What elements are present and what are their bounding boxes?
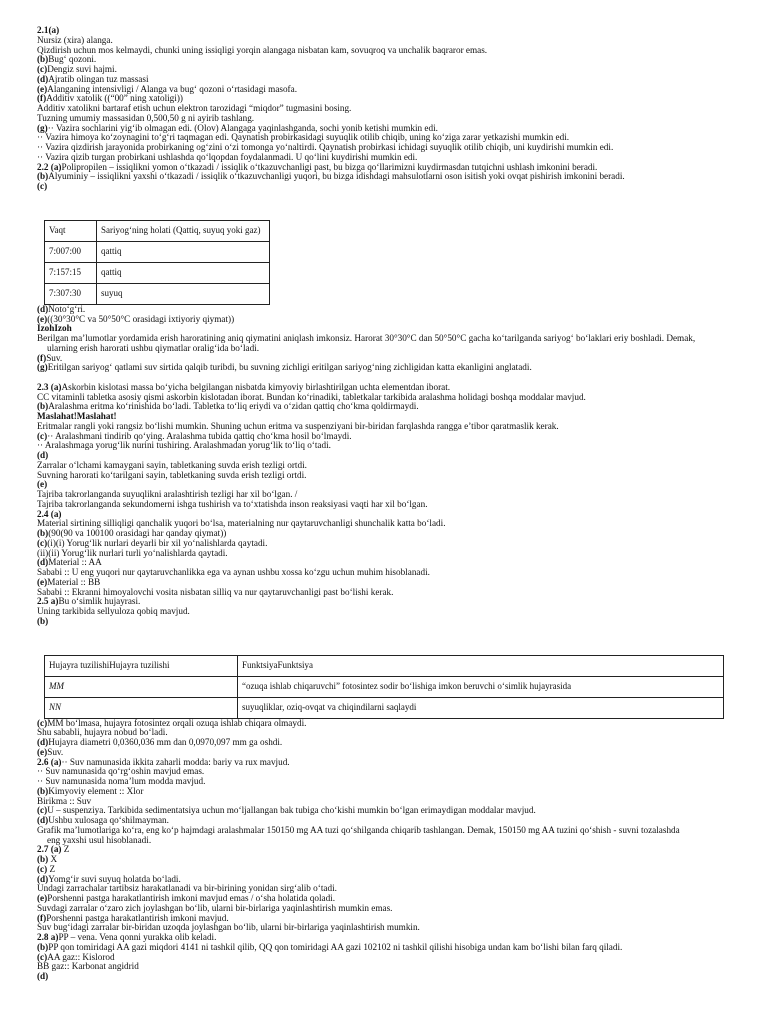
item-text: Nursiz (xira) alanga. [37, 35, 113, 45]
answer-line [37, 816, 737, 826]
answer-line [37, 875, 737, 885]
item-label: 2.2 (a) [37, 162, 62, 172]
item-label: (d) [37, 972, 49, 981]
answer-line [37, 826, 737, 836]
item-text: Eritilgan sariyog‘ qatlami suv sirtida qalqib turibdi, bu suvning zichligi eritilgan sariyog‘ning zichligidan katta ekanligini anglatadi. [47, 363, 532, 373]
item-text: Askorbin kislotasi massa bo‘yicha belgilangan nisbatda kimyoviy birlashtirilgan uchta elementdan iborat. [61, 382, 451, 392]
answer-line [37, 884, 737, 894]
item-text: Suv bug‘idagi zarralar bir-biridan uzoqda joylashgan bo‘lib, ularni bir-birlariga yaqinlashtirish mumkin. [37, 923, 420, 933]
item-label: (b) [37, 172, 49, 182]
section-2-5-2-8 [37, 719, 737, 982]
item-label: (d) [37, 738, 49, 747]
answer-line [37, 519, 737, 529]
item-text: eng yaxshi usul hisoblanadi. [47, 835, 152, 845]
section-2-3-2-5 [37, 383, 737, 627]
answer-line [37, 55, 737, 65]
item-text: Aralashma eritma ko‘rinishida bo‘ladi. Tabletka to‘liq eriydi va o‘zidan qattiq cho‘kma qoldirmaydi. [48, 402, 419, 412]
answer-line [37, 933, 737, 943]
item-text: Porshenni pastga harakatlantirish imkoni mavjud. [46, 913, 229, 923]
item-text: Alyuminiy – issiqlikni yaxshi o‘tkazadi / issiqlik o‘tkazuvchanligi yuqori, bu bizga idishdagi mahsulotlarni oson isitish yoki ovqat pishirish imkonini beradi. [48, 172, 625, 182]
answer-line [37, 845, 737, 855]
table-header-cell: FunktsiyaFunktsiya [238, 655, 724, 676]
answer-line [37, 344, 737, 354]
table-header-cell: Sariyog‘ning holati (Qattiq, suyuq yoki gaz) [97, 220, 270, 241]
item-text: Tajriba takrorlanganda suyuqlikni aralashtirish tezligi har xil bo‘lgan. / [37, 490, 298, 499]
item-text: Tajriba takrorlanganda sekundomerni ishga tushirish va to‘xtatishda inson reaksiyasi vaqti har xil bo‘lgan. [37, 499, 428, 509]
item-text: CC vitaminli tabletka asosiy qismi askorbin kislotadan iborat. Bundan ko‘rinadiki, tabletkalar tarkibida aralashma holidagi boshqa moddalar mavjud. [37, 392, 586, 402]
item-text: X [48, 855, 58, 864]
answer-line [37, 182, 737, 192]
item-text: ·· Vazira himoya ko‘zoynagini to‘g‘ri taqmagan edi. Qaynatish probirkasidagi suyuqlik otilib chiqib, uning ko‘ziga zarar yetkazishi mumkin edi. [37, 133, 570, 143]
item-text: Z [47, 864, 56, 874]
item-label: (d) [37, 451, 49, 460]
section-2-2-continued [37, 305, 737, 373]
answer-line [37, 26, 737, 36]
answer-line [37, 94, 737, 104]
item-label: (e) [37, 314, 48, 324]
table-cell: qattiq [97, 241, 270, 262]
item-text: Undagi zarrachalar tartibsiz harakatlanadi va bir-birining yonidan sirg‘alib o‘tadi. [37, 884, 337, 894]
answer-line [37, 865, 737, 875]
table-cell: 7:307:30 [45, 283, 97, 304]
item-text: Uning tarkibida sellyuloza qobiq mavjud. [37, 607, 190, 616]
answer-line [37, 143, 737, 153]
item-text: Alanganing intensivligi / Alanga va bug‘ qozoni o‘rtasidagi masofa. [47, 84, 297, 94]
item-text: Additiv xatolik ((“00” ning xatoligi)) [46, 94, 183, 104]
answer-line [37, 806, 737, 816]
item-label: (c) [37, 864, 48, 874]
answer-line [37, 943, 737, 953]
item-label: 2.6 (a) [37, 757, 62, 767]
item-text: (i)(i) Yorug‘lik nurlari deyarli bir xil yo‘nalishlarda qaytadi. [47, 538, 268, 548]
table-header-cell: Hujayra tuzilishiHujayra tuzilishi [45, 655, 238, 676]
item-text: Birikma :: Suv [37, 796, 92, 806]
answer-line [37, 767, 737, 777]
item-label: 2.4 (a) [37, 509, 62, 519]
answer-line [37, 46, 737, 56]
item-text: Bug‘ qozoni. [48, 55, 97, 65]
table-cell: 7:157:15 [45, 262, 97, 283]
spacer [37, 627, 737, 655]
answer-line [37, 510, 737, 520]
item-text: Qizdirish uchun mos kelmaydi, chunki uning issiqligi yorqin alangaga nisbatan kam, sovuqroq va unchalik baqraror emas. [37, 45, 488, 55]
item-text: Sababi :: Ekranni himoyalovchi vosita nisbatan silliq va nur qaytaruvchanligi past bo‘lishi kerak. [37, 587, 394, 597]
item-text: Z [61, 845, 70, 855]
item-label: (c) [37, 806, 48, 816]
answer-line [37, 334, 737, 344]
answer-line [37, 558, 737, 568]
answer-line [37, 529, 737, 539]
item-text: Porshenni pastga harakatlantirish imkoni mavjud emas / o‘sha holatida qoladi. [47, 894, 336, 903]
item-text: (ii)(ii) Yorug‘lik nurlari turli yo‘nalishlarda qaytadi. [37, 548, 228, 558]
item-text: Zarralar o‘lchami kamaygani sayin, tabletkaning suvda erish tezligi ortdi. [37, 460, 307, 470]
item-label: (e) [37, 747, 48, 757]
answer-line [37, 904, 737, 914]
item-label: (f) [37, 94, 47, 104]
answer-line [37, 748, 737, 758]
item-text: Yomg‘ir suvi suyuq holatda bo‘ladi. [48, 874, 181, 884]
item-label: (d) [37, 816, 49, 825]
item-label: (b) [37, 786, 49, 796]
item-label: (c) [37, 431, 48, 441]
item-text: ·· Aralashmani tindirib qo‘ying. Aralashma tubida qattiq cho‘kma hosil bo‘lmaydi. [47, 431, 352, 441]
answer-document [37, 26, 737, 982]
answer-line [37, 923, 737, 933]
answer-line [37, 383, 737, 393]
answer-line [37, 836, 737, 846]
item-label: (d) [37, 874, 49, 884]
answer-line [37, 777, 737, 787]
item-label: (f) [37, 913, 47, 923]
table-cell: suyuqliklar, oziq-ovqat va chiqindilarni saqlaydi [238, 697, 724, 718]
answer-line [37, 719, 737, 729]
item-label: (b) [37, 402, 49, 412]
item-text: ((30°30°C va 50°50°C orasidagi ixtiyoriy qiymat)) [47, 314, 235, 324]
item-text: Bu o‘simlik hujayrasi. [58, 597, 141, 607]
item-label: 2.5 a) [37, 597, 59, 607]
butter-state-table [44, 220, 270, 305]
answer-line [37, 490, 737, 500]
answer-line [37, 402, 737, 412]
item-text: ·· Vazira qizdirish jarayonida probirkaning og‘zini o‘zi tomonga yo‘naltirdi. Qaynatish probirkasi ichidagi suyuqlik otilib chiqib, uni kuydirishi mumkin edi. [37, 143, 614, 152]
item-label: (e) [37, 480, 48, 490]
answer-line [37, 728, 737, 738]
item-label: (c) [37, 65, 48, 74]
item-text: ·· Vazira sochlarini yig‘ib olmagan edi. (Olov) Alangaga yaqinlashganda, sochi yonib ketishi mumkin edi. [47, 123, 438, 133]
item-text: IzohIzoh [37, 324, 72, 334]
item-text: ularning erish harorati ushbu qiymatlar oralig‘ida bo‘ladi. [47, 343, 260, 353]
item-text: MM bo‘lmasa, hujayra fotosintez orqali ozuqa ishlab chiqara olmaydi. [47, 718, 307, 728]
item-text: Sababi :: U eng yuqori nur qaytaruvchanlikka ega va aynan ushbu xossa ko‘zgu uchun muhim hisoblanadi. [37, 568, 430, 577]
answer-line [37, 114, 737, 124]
item-text: Shu sababli, hujayra nobud bo‘ladi. [37, 728, 168, 738]
answer-line [37, 797, 737, 807]
answer-line [37, 104, 737, 114]
answer-line [37, 163, 737, 173]
answer-line [37, 787, 737, 797]
item-text: Ushbu xulosaga qo‘shilmayman. [48, 816, 169, 825]
table-cell: “ozuqa ishlab chiqaruvchi” fotosintez sodir bo‘lishiga imkon beruvchi o‘simlik hujayrasida [238, 676, 724, 697]
table-header-cell: Vaqt [45, 220, 97, 241]
item-label: 2.1(a) [37, 26, 60, 35]
item-text: Suv. [46, 353, 63, 363]
answer-line [37, 65, 737, 75]
table-cell: qattiq [97, 262, 270, 283]
item-label: (e) [37, 577, 48, 587]
item-text: Additiv xatolikni bartaraf etish uchun elektron tarozidagi “miqdor” tugmasini bosing. [37, 104, 352, 113]
item-label: (g) [37, 363, 48, 373]
answer-line [37, 914, 737, 924]
item-text: Noto‘g‘ri. [48, 304, 86, 314]
item-label: (c) [37, 718, 48, 728]
item-text: Dengiz suvi hajmi. [47, 65, 117, 74]
table-cell: MM [45, 676, 238, 697]
table-row [45, 283, 270, 304]
cell-structure-table [44, 655, 724, 719]
item-text: Material sirtining silliqligi qanchalik yuqori bo‘lsa, materialning nur qaytaruvchanligi shunchalik katta bo‘ladi. [37, 519, 446, 529]
item-label: 2.7 (a) [37, 845, 62, 855]
item-text: ·· Suv namunasida noma’lum modda mavjud. [37, 777, 206, 786]
answer-line [37, 85, 737, 95]
item-label: (g) [37, 123, 48, 133]
item-label: 2.8 a) [37, 933, 59, 942]
answer-line [37, 549, 737, 559]
item-text: Ajratib olingan tuz massasi [48, 74, 149, 84]
item-text: AA gaz:: Kislorod [47, 952, 115, 962]
answer-line [37, 393, 737, 403]
note-heading [37, 412, 737, 422]
answer-line [37, 500, 737, 510]
table-cell: suyuq [97, 283, 270, 304]
item-label: (c) [37, 952, 48, 962]
item-text: Polipropilen – issiqlikni yomon o‘tkazadi / issiqlik o‘tkazuvchanligi past, bu bizga qo‘llarimizni kuydirmasdan tutqichni ushlash imkonini beradi. [61, 162, 598, 172]
note-heading [37, 324, 737, 334]
item-label: (d) [37, 74, 49, 84]
item-text: Suvdagi zarralar o‘zaro zich joylashgan bo‘lib, ularni bir-birlariga yaqinlashtirish mumkin emas. [37, 903, 393, 913]
section-2-1-2-2 [37, 26, 737, 192]
item-text: Maslahat!Maslahat! [37, 412, 117, 421]
item-text: U – suspenziya. Tarkibida sedimentatsiya uchun mo‘ljallangan bak tubiga cho‘kishi mumkin bo‘lgan erimaydigan moddalar mavjud. [47, 806, 536, 816]
item-label: (b) [37, 529, 49, 538]
item-text: Material :: AA [48, 558, 102, 568]
answer-line [37, 354, 737, 364]
item-label: (f) [37, 353, 47, 363]
item-label: (c) [37, 182, 48, 191]
item-label: (e) [37, 84, 48, 94]
item-text: Material :: BB [47, 577, 101, 587]
answer-line [37, 36, 737, 46]
answer-line [37, 855, 737, 865]
item-text: PP – vena. Vena qonni yurakka olib keladi. [58, 933, 217, 942]
item-label: (c) [37, 538, 48, 548]
answer-line [37, 441, 737, 451]
item-label: (b) [37, 55, 49, 65]
answer-line [37, 568, 737, 578]
item-label: (e) [37, 894, 48, 903]
table-header-row [45, 655, 724, 676]
answer-line [37, 432, 737, 442]
item-text: ·· Vazira qizib turgan probirkani ushlashda qo‘lqopdan foydalanmadi. U qo‘lini kuydirishi mumkin edi. [37, 152, 418, 162]
item-text: (90(90 va 100100 orasidagi har qanday qiymat)) [48, 529, 227, 538]
table-cell: 7:007:00 [45, 241, 97, 262]
spacer [37, 192, 737, 220]
item-text: Tuzning umumiy massasidan 0,500,50 g ni ayirib tashlang. [37, 113, 255, 123]
answer-line [37, 172, 737, 182]
item-text: ·· Suv namunasida qo‘rg‘oshin mavjud emas. [37, 767, 205, 777]
item-text: Hujayra diametri 0,0360,036 mm dan 0,0970,097 mm ga oshdi. [48, 738, 283, 747]
item-label: (d) [37, 304, 49, 314]
answer-line [37, 471, 737, 481]
table-row [45, 241, 270, 262]
answer-line [37, 972, 737, 982]
table-row [45, 262, 270, 283]
item-text: ·· Aralashmaga yorug‘lik nurini tushiring. Aralashmadan yorug‘lik to‘liq o‘tadi. [37, 441, 331, 451]
item-label: (b) [37, 942, 49, 952]
answer-line [37, 133, 737, 143]
item-text: Grafik ma’lumotlariga ko‘ra, eng ko‘p hajmdagi aralashmalar 150150 mg AA tuzi qo‘shilganda chiqarib tashlangan. Demak, 150150 mg AA tuzini qo‘shish - suvni tozalashda [37, 825, 680, 835]
answer-line [37, 607, 737, 617]
item-text: Eritmalar rangli yoki rangsiz bo‘lishi mumkin. Shuning uchun eritma va suspenziyani bir-biridan farqlashda rangga e’tibor qaratmaslik kerak. [37, 421, 559, 431]
item-text: BB gaz:: Karbonat angidrid [37, 962, 139, 972]
answer-line [37, 451, 737, 461]
item-text: PP qon tomiridagi AA gazi miqdori 4141 ni tashkil qilib, QQ qon tomiridagi AA gazi 102102 ni tashkil qilishi hisobiga undan kam bo‘lishi bilan farq qiladi. [48, 942, 623, 952]
table-cell: NN [45, 697, 238, 718]
item-label: (b) [37, 855, 49, 864]
answer-line [37, 363, 737, 373]
item-label: (b) [37, 616, 49, 626]
item-text: Suvning harorati ko‘tarilgani sayin, tabletkaning suvda erish tezligi ortdi. [37, 470, 307, 480]
item-text: Berilgan ma’lumotlar yordamida erish haroratining aniq qiymatini aniqlash imkonsiz. Harorat 30°30°C dan 50°50°C gacha ko‘tarilganda sariyog‘ bo‘laklari eriy boshladi. Demak, [37, 334, 696, 343]
item-label: 2.3 (a) [37, 382, 62, 392]
answer-line [37, 962, 737, 972]
answer-line [37, 124, 737, 134]
item-label: (d) [37, 558, 49, 568]
item-text: ·· Suv namunasida ikkita zaharli modda: bariy va rux mavjud. [61, 757, 290, 767]
answer-line [37, 894, 737, 904]
answer-line [37, 738, 737, 748]
answer-line [37, 480, 737, 490]
table-header-row [45, 220, 270, 241]
answer-line [37, 597, 737, 607]
spacer [37, 373, 737, 383]
answer-line [37, 578, 737, 588]
answer-line [37, 588, 737, 598]
item-text: Suv. [47, 747, 64, 757]
table-row [45, 697, 724, 718]
answer-line [37, 758, 737, 768]
answer-line [37, 315, 737, 325]
answer-line [37, 617, 737, 627]
answer-line [37, 75, 737, 85]
answer-line [37, 461, 737, 471]
answer-line [37, 153, 737, 163]
answer-line [37, 305, 737, 315]
answer-line [37, 953, 737, 963]
answer-line [37, 539, 737, 549]
answer-line [37, 422, 737, 432]
item-text: Kimyoviy element :: Xlor [48, 786, 144, 796]
table-row [45, 676, 724, 697]
